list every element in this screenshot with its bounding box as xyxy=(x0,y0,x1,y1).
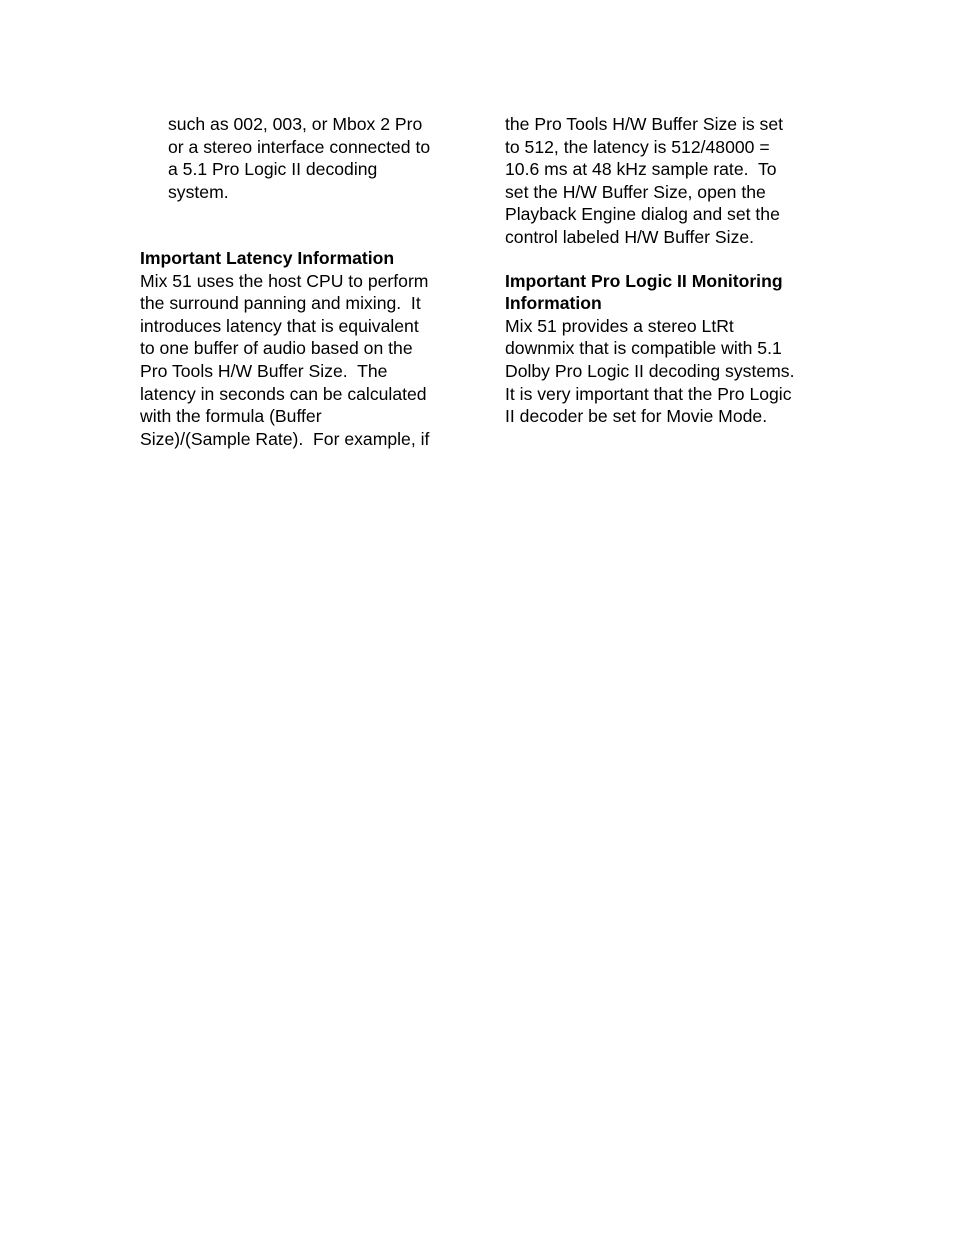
text-line: Mix 51 provides a stereo LtRt xyxy=(505,315,734,336)
text-line: the Pro Tools H/W Buffer Size is set xyxy=(505,114,784,134)
text-line: Mix 51 uses the host CPU to perform xyxy=(140,270,429,291)
text-line: 10.6 ms at 48 kHz sample rate. To xyxy=(505,159,777,180)
text-line: II decoder be set for Movie Mode. xyxy=(505,406,768,427)
list-item-continuation xyxy=(140,113,458,203)
spacer xyxy=(505,249,825,270)
spacer xyxy=(140,203,458,226)
text-line: control labeled H/W Buffer Size. xyxy=(505,226,755,247)
paragraph-continuation xyxy=(505,113,825,249)
text-line: such as 002, 003, or Mbox 2 Pro xyxy=(168,114,423,134)
section-heading: Information xyxy=(505,293,602,314)
text-line: Playback Engine dialog and set the xyxy=(505,204,780,225)
text-line: Dolby Pro Logic II decoding systems. xyxy=(505,360,795,381)
text-line: set the H/W Buffer Size, open the xyxy=(505,181,766,202)
text-line: introduces latency that is equivalent xyxy=(140,315,419,336)
text-line: Size)/(Sample Rate). For example, if xyxy=(140,428,430,449)
section-heading: Important Latency Information xyxy=(140,247,395,268)
text-line: with the formula (Buffer xyxy=(140,406,322,427)
text-line: latency in seconds can be calculated xyxy=(140,383,427,404)
text-line: system. xyxy=(168,181,229,202)
text-line: or a stereo interface connected to xyxy=(168,136,431,157)
text-line: downmix that is compatible with 5.1 xyxy=(505,338,782,359)
text-line: a 5.1 Pro Logic II decoding xyxy=(168,159,378,180)
section-heading: Important Pro Logic II Monitoring xyxy=(505,270,783,291)
left-column xyxy=(140,113,458,450)
text-line: to one buffer of audio based on the xyxy=(140,338,413,359)
right-column xyxy=(505,113,825,428)
text-line: to 512, the latency is 512/48000 = xyxy=(505,136,770,157)
spacer xyxy=(140,226,458,247)
text-line: the surround panning and mixing. It xyxy=(140,293,421,314)
latency-section xyxy=(140,247,458,450)
text-line: It is very important that the Pro Logic xyxy=(505,383,792,404)
text-line: Pro Tools H/W Buffer Size. The xyxy=(140,360,388,381)
monitoring-section xyxy=(505,270,825,428)
